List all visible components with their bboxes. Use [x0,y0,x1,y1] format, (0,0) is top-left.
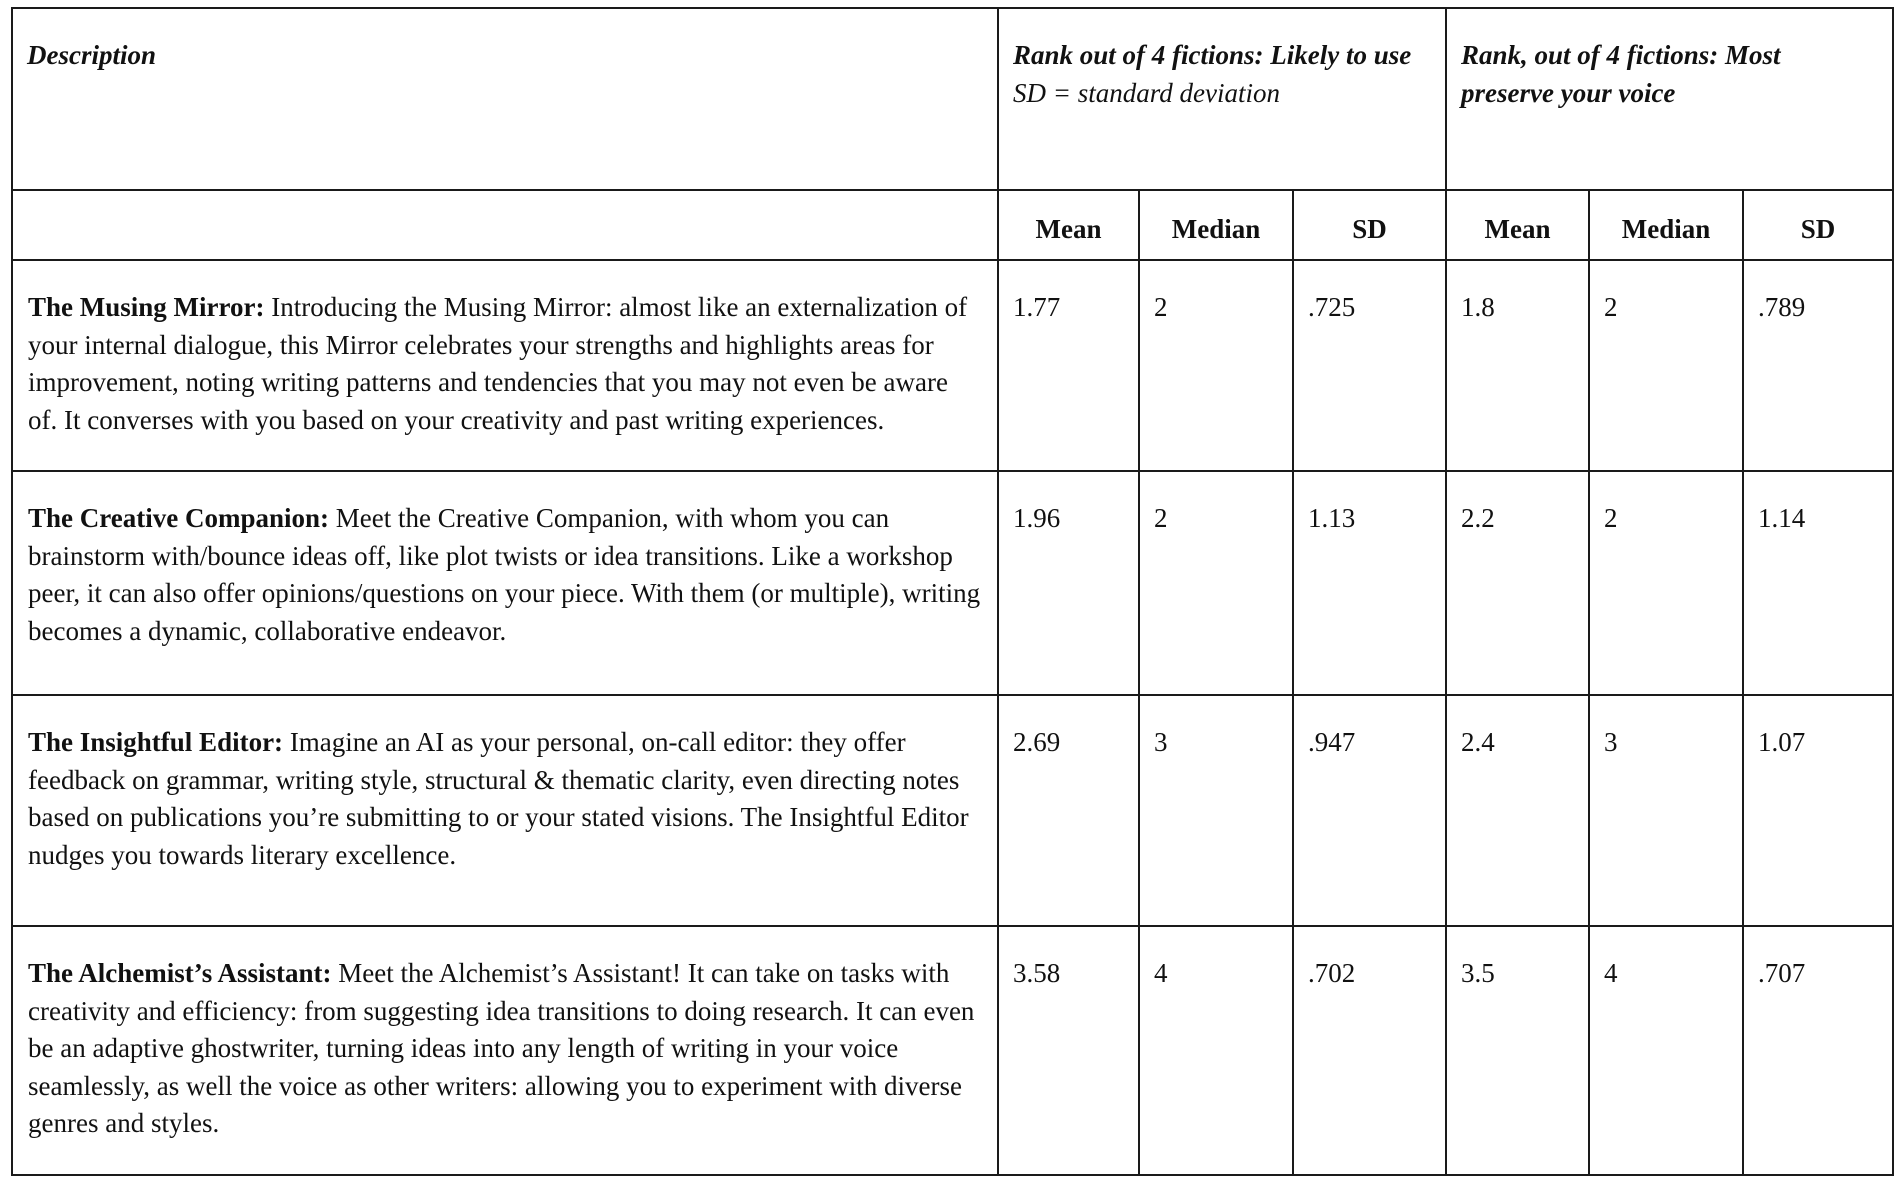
voice-median-value: 2 [1589,260,1743,471]
row-description [12,471,998,695]
table-row [12,260,1893,471]
use-median-value: 2 [1139,471,1293,695]
preserve-voice-title: Rank, out of 4 fictions: Most preserve your voice [1461,40,1781,108]
likely-to-use-title: Rank out of 4 fictions: Likely to use [1013,40,1412,70]
voice-mean-value: 1.8 [1446,260,1589,471]
sd-note: SD = standard deviation [1013,77,1280,108]
voice-median-value: 3 [1589,695,1743,926]
use-mean-value: 2.69 [998,695,1139,926]
voice-median-header: Median [1589,190,1743,260]
row-description [12,260,998,471]
use-mean-value: 3.58 [998,926,1139,1175]
description-header: Description [12,8,998,190]
table-row [12,471,1893,695]
row-text: Imagine an AI as your personal, on-call editor: they offer feedback on grammar, writing style, structural & thematic clarity, even directing notes based on publications you’re submitting to or your stated visions. The Insightful Editor nudges you towards literary excellence. [28,727,969,870]
row-name: The Alchemist’s Assistant: [28,958,332,988]
use-sd-value: .947 [1293,695,1446,926]
voice-sd-header: SD [1743,190,1893,260]
use-median-value: 3 [1139,695,1293,926]
results-table [11,7,1894,1176]
voice-median-value: 2 [1589,471,1743,695]
preserve-voice-header [1446,8,1893,190]
table-row [12,695,1893,926]
voice-mean-value: 2.2 [1446,471,1589,695]
use-median-value: 2 [1139,260,1293,471]
empty-subheader-cell [12,190,998,260]
row-description [12,926,998,1175]
header-row [12,8,1893,190]
voice-mean-value: 2.4 [1446,695,1589,926]
use-sd-header: SD [1293,190,1446,260]
use-median-value: 4 [1139,926,1293,1175]
use-mean-header: Mean [998,190,1139,260]
voice-sd-value: 1.07 [1743,695,1893,926]
row-description [12,695,998,926]
use-sd-value: .725 [1293,260,1446,471]
use-mean-value: 1.77 [998,260,1139,471]
subheader-row [12,190,1893,260]
use-sd-value: .702 [1293,926,1446,1175]
table-row [12,926,1893,1175]
row-text: Introducing the Musing Mirror: almost like an externalization of your internal dialogue, this Mirror celebrates your strengths and highlights areas for improvement, noting writing patterns and tendencies that you may not even be aware of. It converses with you based on your creativity and past writing experiences. [28,292,968,435]
row-name: The Insightful Editor: [28,727,284,757]
row-name: The Musing Mirror: [28,292,265,322]
voice-sd-value: .707 [1743,926,1893,1175]
voice-sd-value: .789 [1743,260,1893,471]
use-mean-value: 1.96 [998,471,1139,695]
voice-mean-header: Mean [1446,190,1589,260]
use-median-header: Median [1139,190,1293,260]
voice-sd-value: 1.14 [1743,471,1893,695]
row-name: The Creative Companion: [28,503,329,533]
voice-mean-value: 3.5 [1446,926,1589,1175]
voice-median-value: 4 [1589,926,1743,1175]
row-text: Meet the Alchemist’s Assistant! It can take on tasks with creativity and efficiency: from suggesting idea transitions to doing research. It can even be an adaptive ghostwriter, turning ideas into any length of writing in your voice seamlessly, as well the voice as other writers: allowing you to experiment with diverse genres and styles. [28,958,975,1138]
row-text: Meet the Creative Companion, with whom you can brainstorm with/bounce ideas off, like plot twists or idea transitions. Like a workshop peer, it can also offer opinions/questions on your piece. With them (or multiple), writing becomes a dynamic, collaborative endeavor. [28,503,981,646]
likely-to-use-header [998,8,1446,190]
use-sd-value: 1.13 [1293,471,1446,695]
